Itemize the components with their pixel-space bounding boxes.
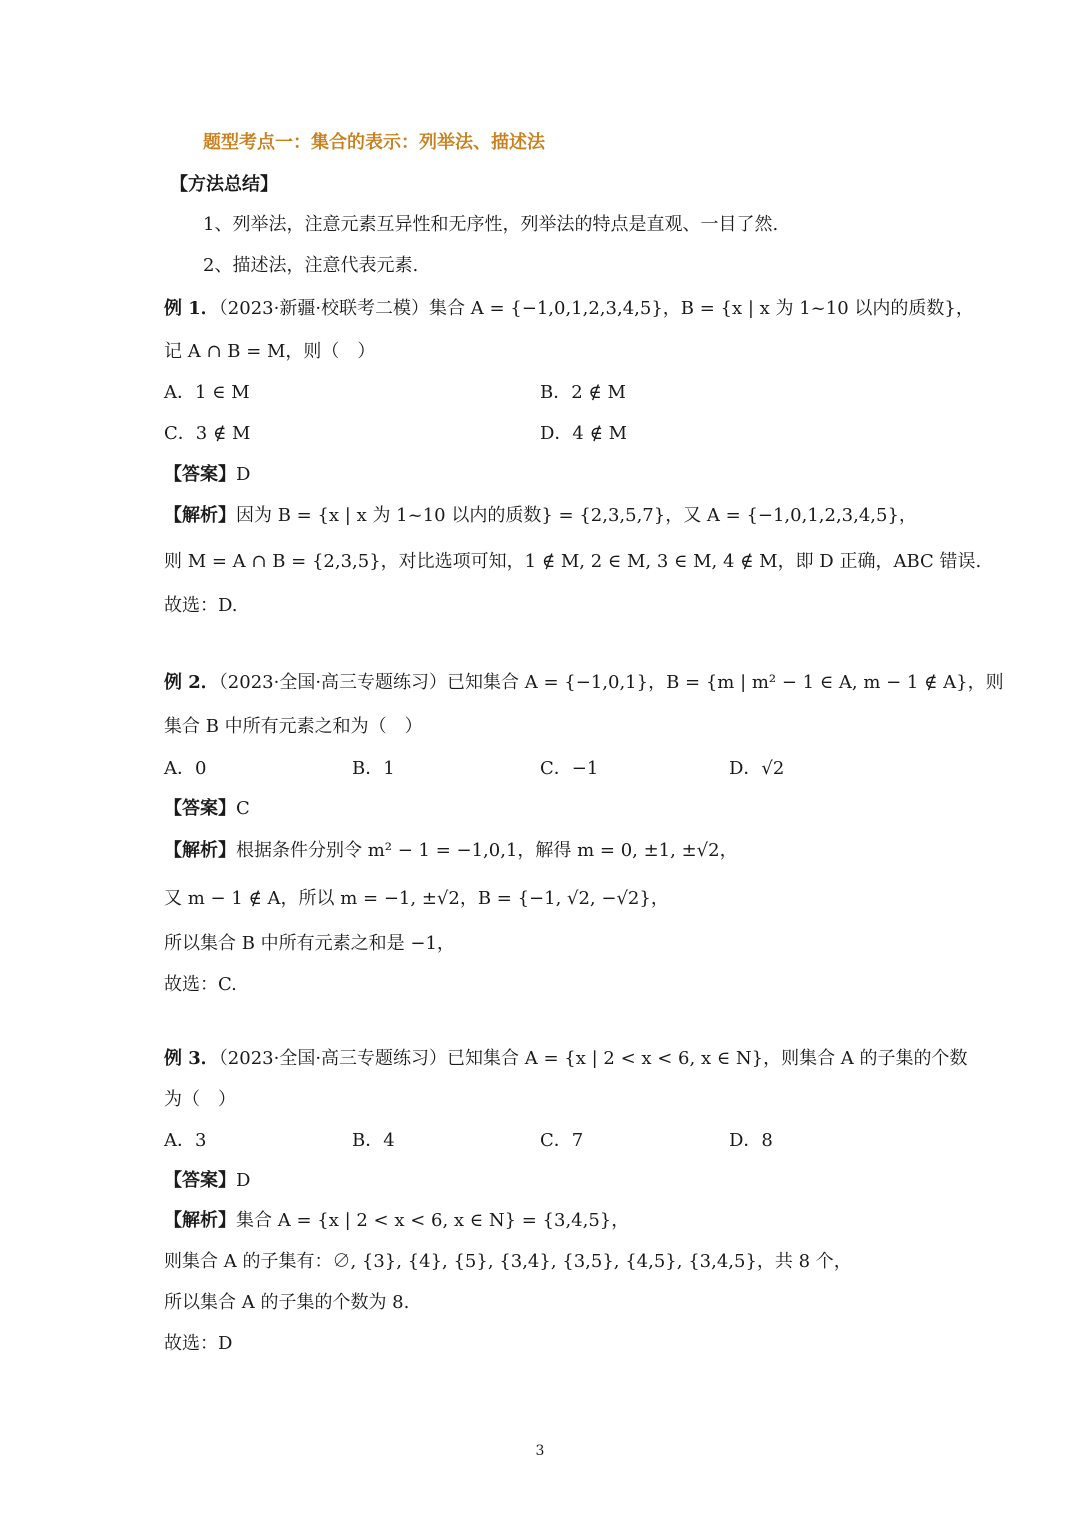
example-1-line-1 — [164, 296, 974, 322]
example-1-option-a: A．1 ∈ M — [164, 382, 250, 403]
example-2-answer — [164, 796, 250, 822]
answer-value: C — [236, 798, 250, 819]
example-2-analysis-1 — [164, 838, 738, 864]
example-2-analysis-2: 又 m − 1 ∉ A，所以 m = −1, ±√2，B = {−1, √2, −√2}， — [164, 888, 669, 909]
example-3-analysis-1 — [164, 1208, 629, 1234]
example-3-label: 例 3． — [164, 1048, 219, 1069]
example-2-line-2: 集合 B 中所有元素之和为（ ） — [164, 716, 423, 737]
example-1-conclusion: 故选：D. — [164, 595, 238, 616]
method-item-2: 2、描述法，注意代表元素. — [203, 255, 419, 276]
analysis-text: 集合 A = {x | 2 < x < 6, x ∈ N} = {3,4,5}， — [236, 1210, 630, 1231]
example-2-analysis-3: 所以集合 B 中所有元素之和是 −1， — [164, 933, 455, 954]
example-3-option-a: A．3 — [164, 1130, 207, 1151]
answer-label: 【答案】 — [164, 1170, 236, 1191]
example-1-analysis-2: 则 M = A ∩ B = {2,3,5}，对比选项可知，1 ∉ M, 2 ∈ M, 3 ∈ M, 4 ∉ M，即 D 正确，ABC 错误. — [164, 551, 982, 572]
example-2-stem: （2023·全国·高三专题练习）已知集合 A = {−1,0,1}，B = {m | m² − 1 ∈ A, m − 1 ∉ A}，则 — [218, 672, 1004, 693]
example-3-option-d: D．8 — [729, 1130, 773, 1151]
example-3-line-2: 为（ ） — [164, 1089, 236, 1110]
example-1-option-b: B．2 ∉ M — [540, 382, 626, 403]
example-3-stem: （2023·全国·高三专题练习）已知集合 A = {x | 2 < x < 6, x ∈ N}，则集合 A 的子集的个数 — [218, 1048, 968, 1069]
example-2-line-1 — [164, 670, 1004, 696]
example-2-option-c: C．−1 — [540, 758, 599, 779]
section-heading: 题型考点一：集合的表示：列举法、描述法 — [203, 132, 545, 153]
answer-label: 【答案】 — [164, 464, 236, 485]
example-2-option-d: D．√2 — [729, 758, 785, 779]
example-2-conclusion: 故选：C. — [164, 974, 237, 995]
answer-label: 【答案】 — [164, 798, 236, 819]
example-3-answer — [164, 1168, 250, 1194]
example-3-analysis-2: 则集合 A 的子集有：∅, {3}, {4}, {5}, {3,4}, {3,5}, {4,5}, {3,4,5}，共 8 个， — [164, 1251, 852, 1272]
example-3-line-1 — [164, 1046, 968, 1072]
example-1-label: 例 1． — [164, 298, 219, 319]
example-3-conclusion: 故选：D — [164, 1333, 233, 1354]
page-number: 3 — [535, 1443, 545, 1459]
example-2-label: 例 2． — [164, 672, 219, 693]
analysis-label: 【解析】 — [164, 840, 236, 861]
method-title: 【方法总结】 — [170, 174, 278, 195]
example-1-analysis-1 — [164, 503, 917, 529]
example-1-answer — [164, 462, 250, 488]
answer-value: D — [236, 464, 251, 485]
analysis-text: 因为 B = {x | x 为 1~10 以内的质数} = {2,3,5,7}，又 A = {−1,0,1,2,3,4,5}， — [236, 505, 917, 526]
example-2-option-a: A．0 — [164, 758, 207, 779]
method-item-1: 1、列举法，注意元素互异性和无序性，列举法的特点是直观、一目了然. — [203, 214, 779, 235]
example-1-option-d: D．4 ∉ M — [540, 423, 628, 444]
analysis-label: 【解析】 — [164, 505, 236, 526]
answer-value: D — [236, 1170, 251, 1191]
example-1-option-c: C．3 ∉ M — [164, 423, 251, 444]
analysis-label: 【解析】 — [164, 1210, 236, 1231]
example-3-option-c: C．7 — [540, 1130, 584, 1151]
example-1-stem: （2023·新疆·校联考二模）集合 A = {−1,0,1,2,3,4,5}，B = {x | x 为 1~10 以内的质数}， — [218, 298, 974, 319]
example-3-option-b: B．4 — [352, 1130, 395, 1151]
example-3-analysis-3: 所以集合 A 的子集的个数为 8. — [164, 1292, 410, 1313]
example-2-option-b: B．1 — [352, 758, 395, 779]
analysis-text: 根据条件分别令 m² − 1 = −1,0,1，解得 m = 0, ±1, ±√2， — [236, 840, 738, 861]
example-1-line-2: 记 A ∩ B = M，则（ ） — [164, 341, 376, 362]
